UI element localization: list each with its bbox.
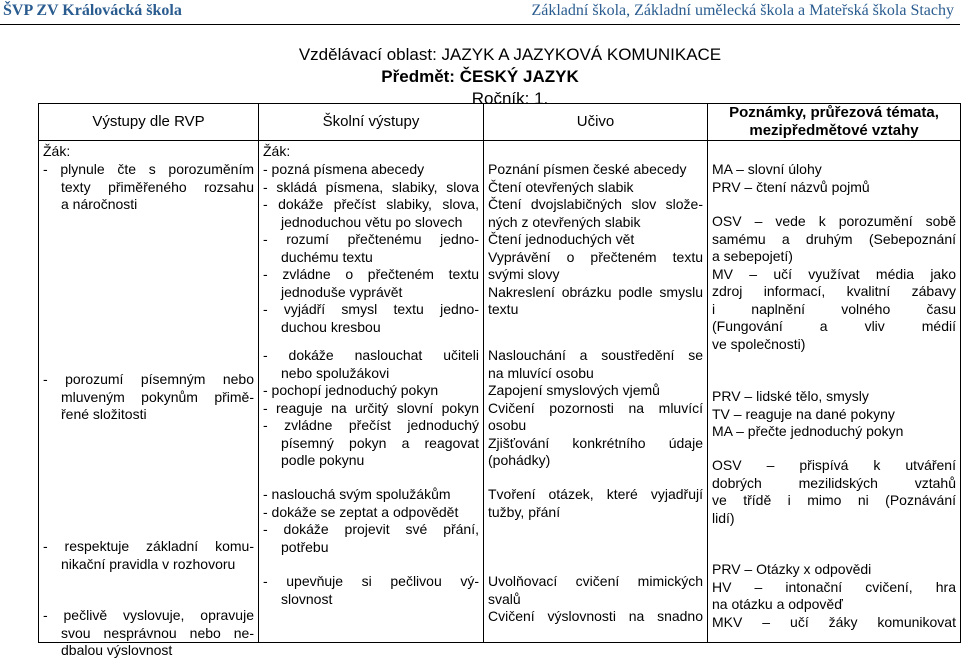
- text-line: - naslouchá svým spolužákům: [263, 486, 451, 502]
- text-line: ve společnosti): [712, 335, 806, 352]
- text-line: samému a druhým (Sebepoznání: [712, 230, 956, 247]
- curriculum-group: [488, 486, 703, 521]
- notes-cell: [708, 141, 961, 643]
- text-line: TV – reaguje na dané pokyny: [712, 405, 895, 422]
- text-line: písemný pokyn a reagovat: [281, 434, 479, 451]
- column-header-school-outcomes: Školní výstupy: [259, 104, 484, 141]
- text-line: svou nesprávnou nebo ne-: [61, 624, 254, 641]
- text-line: duchému textu: [281, 248, 373, 265]
- text-line: Poznání písmen české abecedy: [488, 161, 687, 177]
- header-divider: [0, 24, 960, 25]
- notes-group: [712, 457, 956, 527]
- text-line: - dokáže přečíst slabiky, slova,: [263, 196, 479, 212]
- text-line: ve třídě i mimo ni (Poznávání: [712, 492, 956, 508]
- column-header-notes: [708, 104, 961, 141]
- curriculum-table: [38, 103, 961, 658]
- text-line: Čtení jednoduchých vět: [488, 231, 635, 247]
- text-line: texty přiměřeného rozsahu: [61, 178, 254, 195]
- text-line: a sebepojetí): [712, 248, 793, 264]
- text-line: Nakreslení obrázku podle smyslu: [488, 283, 703, 300]
- text-line: mluveným pokynům přimě-: [61, 388, 254, 405]
- text-line: - rozumí přečtenému jedno-: [263, 231, 479, 247]
- notes-group: [712, 388, 956, 441]
- text-line: - reaguje na určitý slovní pokyn: [263, 399, 479, 416]
- text-line: na mluvící osobu: [488, 364, 594, 381]
- school-outcomes-cell: [259, 141, 484, 643]
- text-line: Čtení otevřených slabik: [488, 178, 634, 195]
- text-line: duchou kresbou: [281, 318, 381, 335]
- text-line: - pečlivě vyslovuje, opravuje: [43, 607, 254, 623]
- text-line: Zjišťování konkrétního údaje: [488, 434, 703, 451]
- text-line: - dokáže naslouchat učiteli: [263, 347, 479, 363]
- text-line: nikační pravidla v rozhovoru: [61, 555, 236, 572]
- document-title: [0, 44, 960, 110]
- text-line: podle pokynu: [281, 452, 365, 468]
- text-line: PRV – Otázky x odpovědi: [712, 561, 872, 577]
- text-line: dbalou výslovnost: [61, 642, 173, 658]
- text-line: potřebu: [281, 538, 329, 555]
- text-line: lidí): [712, 509, 735, 526]
- text-line: jednoduchou větu po slovech: [281, 213, 463, 230]
- rvp-cell: [39, 141, 259, 658]
- rvp-zak-label: Žák:: [43, 143, 71, 159]
- school-name-header: ŠVP ZV Královácká škola: [3, 2, 182, 19]
- subject-title: Předmět: ČESKÝ JAZYK: [381, 67, 579, 86]
- text-line: na otázku a odpověď: [712, 596, 843, 612]
- text-line: řené složitosti: [61, 406, 147, 422]
- text-line: (pohádky): [488, 452, 551, 468]
- text-line: HV – intonační cvičení, hra: [712, 578, 956, 595]
- text-line: Naslouchání a soustředění se: [488, 347, 703, 363]
- text-line: jednoduše vyprávět: [281, 283, 403, 300]
- school-group: [263, 347, 479, 470]
- text-line: osobu: [488, 417, 527, 433]
- school-full-name-header: Základní škola, Základní umělecká škola a Mateřská škola Stachy: [531, 2, 954, 19]
- text-line: PRV – čtení názvů pojmů: [712, 178, 870, 195]
- column-header-rvp: Výstupy dle RVP: [39, 104, 259, 141]
- curriculum-group: [488, 161, 703, 319]
- text-line: dobrých mezilidských vztahů: [712, 474, 956, 491]
- rvp-group: [43, 161, 254, 214]
- text-line: - zvládne o přečteném textu: [263, 266, 479, 282]
- text-line: MKV – učí žáky komunikovat: [712, 613, 956, 630]
- notes-group: [712, 213, 956, 353]
- text-line: i naplnění volného času: [712, 300, 956, 317]
- text-line: textu: [488, 301, 519, 317]
- school-group: [263, 486, 479, 556]
- text-line: svalů: [488, 590, 521, 607]
- text-line: MV – učí využívat média jako: [712, 265, 956, 282]
- table-body-row: [39, 141, 961, 643]
- text-line: - pochopí jednoduchý pokyn: [263, 382, 439, 398]
- text-line: Tvoření otázek, které vyjadřují: [488, 486, 703, 502]
- school-zak-label: Žák:: [263, 143, 291, 159]
- text-line: Cvičení pozornosti na mluvící: [488, 399, 703, 416]
- text-line: OSV – přispívá k utváření: [712, 457, 956, 473]
- curriculum-group: [488, 573, 703, 626]
- curriculum-cell: [484, 141, 708, 643]
- notes-group: [712, 561, 956, 631]
- text-line: - dokáže se zeptat a odpovědět: [263, 503, 459, 520]
- text-line: - pozná písmena abecedy: [263, 161, 425, 177]
- grade-label: Ročník: 1.: [471, 89, 549, 108]
- text-line: PRV – lidské tělo, smysly: [712, 388, 869, 404]
- table-header-row: [39, 104, 961, 141]
- text-line: MA – slovní úlohy: [712, 161, 822, 177]
- text-line: Čtení dvojslabičných slov slože-: [488, 196, 703, 212]
- text-line: - porozumí písemným nebo: [43, 371, 254, 387]
- school-group: [263, 161, 479, 336]
- rvp-group: [43, 538, 254, 573]
- text-line: tužby, přání: [488, 503, 561, 520]
- text-line: - dokáže projevit své přání,: [263, 521, 479, 537]
- notes-header-line1: Poznámky, průřezová témata,: [729, 104, 939, 121]
- text-line: svými slovy: [488, 266, 560, 282]
- column-header-curriculum: Učivo: [484, 104, 708, 141]
- text-line: (Fungování a vliv médií: [712, 318, 956, 334]
- text-line: - plynule čte s porozuměním: [43, 161, 254, 177]
- school-group: [263, 573, 479, 608]
- text-line: MA – přečte jednoduchý pokyn: [712, 423, 904, 439]
- text-line: zdroj informací, kvalitní zábavy: [712, 283, 956, 299]
- text-line: - zvládne přečíst jednoduchý: [263, 417, 479, 433]
- curriculum-group: [488, 347, 703, 470]
- text-line: OSV – vede k porozumění sobě: [712, 213, 956, 229]
- text-line: Vyprávění o přečteném textu: [488, 248, 703, 265]
- educational-area: Vzdělávací oblast: JAZYK A JAZYKOVÁ KOMUNIKACE: [298, 45, 722, 64]
- text-line: - skládá písmena, slabiky, slova: [263, 178, 479, 195]
- text-line: Zapojení smyslových vjemů: [488, 382, 660, 398]
- rvp-group: [43, 371, 254, 424]
- text-line: ných z otevřených slabik: [488, 213, 641, 230]
- notes-header-line2: mezipředmětové vztahy: [749, 122, 919, 139]
- text-line: - respektuje základní komu-: [43, 538, 254, 554]
- rvp-group: [43, 607, 254, 660]
- text-line: a náročnosti: [61, 196, 138, 212]
- text-line: Cvičení výslovnosti na snadno: [488, 608, 703, 624]
- text-line: Uvolňovací cvičení mimických: [488, 573, 703, 589]
- text-line: - vyjádří smysl textu jedno-: [263, 301, 479, 317]
- text-line: - upevňuje si pečlivou vý-: [263, 573, 479, 589]
- notes-group: [712, 161, 956, 196]
- text-line: nebo spolužákovi: [281, 364, 390, 381]
- text-line: slovnost: [281, 590, 333, 607]
